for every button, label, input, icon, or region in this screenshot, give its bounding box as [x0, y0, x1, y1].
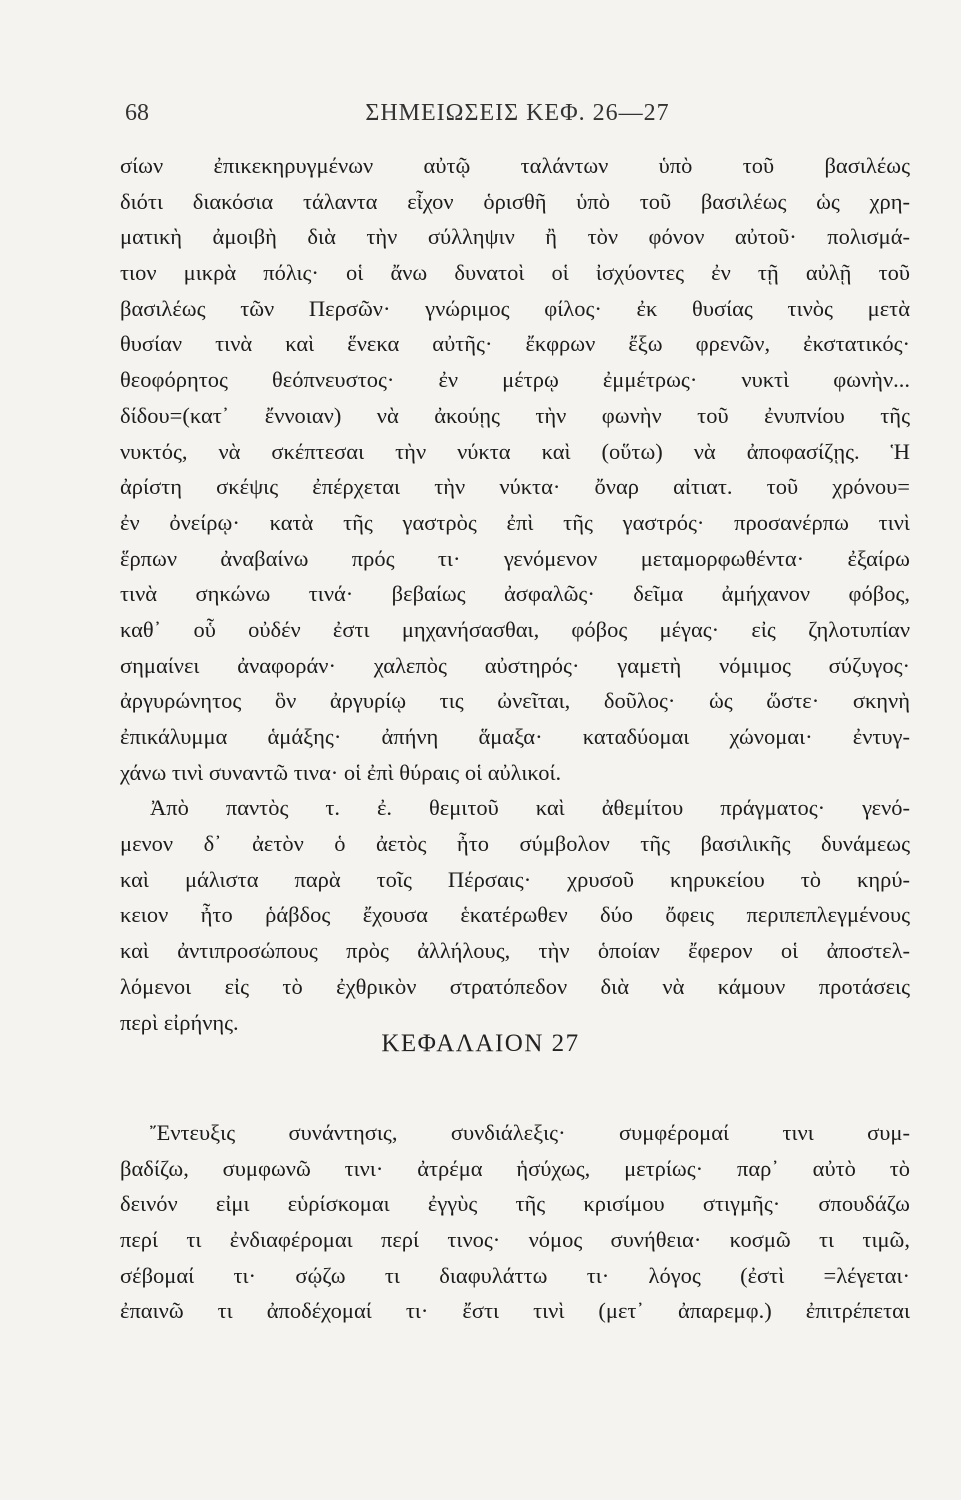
text-line: τινὰ σηκώνω τινά· βεβαίως ἀσφαλῶς· δεῖμα ἀμήχανον φόβος, — [120, 581, 910, 607]
text-line: ἀρίστη σκέψις ἐπέρχεται τὴν νύκτα· ὄναρ αἰτιατ. τοῦ χρόνου= — [120, 474, 910, 500]
text-line: Ἔντευξις συνάντησις, συνδιάλεξις· συμφέρομαί τινι συμ- — [150, 1120, 910, 1145]
text-line: ἐπαινῶ τι ἀποδέχομαί τι· ἔστι τινὶ (μετ᾿ ἀπαρεμφ.) ἐπιτρέπεται — [120, 1298, 910, 1324]
page-number: 68 — [125, 100, 149, 126]
text-line: καθ᾿ οὗ οὐδέν ἐστι μηχανήσασθαι, φόβος μέγας· εἰς ζηλοτυπίαν — [120, 616, 910, 642]
notes-chapter-27 — [120, 1115, 910, 1329]
text-line: βασιλέως τῶν Περσῶν· γνώριμος φίλος· ἐκ θυσίας τινὸς μετὰ — [120, 295, 910, 321]
running-head — [125, 100, 910, 140]
text-line: διότι διακόσια τάλαντα εἶχον ὁρισθῆ ὑπὸ τοῦ βασιλέως ὡς χρη- — [120, 188, 910, 214]
text-line: τιον μικρὰ πόλις· οἱ ἄνω δυνατοὶ οἱ ἰσχύοντες ἐν τῇ αὐλῇ τοῦ — [120, 260, 910, 286]
text-line: περὶ εἰρήνης. — [120, 1009, 239, 1035]
notes-chapter-26 — [120, 148, 910, 1040]
text-line: ἐπικάλυμμα ἁμάξης· ἀπήνη ἅμαξα· καταδύομαι χώνομαι· ἐντυγ- — [120, 724, 910, 749]
text-line: χάνω τινὶ συναντῶ τινα· οἱ ἐπὶ θύραις οἱ αὐλικοί. — [120, 759, 562, 785]
text-line: βαδίζω, συμφωνῶ τινι· ἀτρέμα ἡσύχως, μετρίως· παρ᾿ αὐτὸ τὸ — [120, 1155, 910, 1181]
text-line: περί τι ἐνδιαφέρομαι περί τινος· νόμος συνήθεια· κοσμῶ τι τιμῶ, — [120, 1227, 910, 1253]
text-line: ἀργυρώνητος ὃν ἀργυρίῳ τις ὠνεῖται, δοῦλος· ὡς ὥστε· σκηνὴ — [120, 688, 910, 714]
header-title: ΣΗΜΕΙΩΣΕΙΣ ΚΕΦ. 26—27 — [365, 100, 670, 126]
text-line: νυκτός, νὰ σκέπτεσαι τὴν νύκτα καὶ (οὕτω) νὰ ἀποφασίζῃς. Ἡ — [120, 438, 910, 464]
text-line: σίων ἐπικεκηρυγμένων αὐτῷ ταλάντων ὑπὸ τοῦ βασιλέως — [120, 153, 910, 178]
text-line: μενον δ᾿ ἀετὸν ὁ ἀετὸς ἦτο σύμβολον τῆς βασιλικῆς δυνάμεως — [120, 831, 910, 857]
text-line: σημαίνει ἀναφοράν· χαλεπὸς αὐστηρός· γαμετὴ νόμιμος σύζυγος· — [120, 652, 910, 678]
chapter-heading: ΚΕΦΑΛΑΙΟΝ 27 — [381, 1030, 580, 1057]
text-line: δίδου=(κατ᾿ ἔννοιαν) νὰ ἀκούῃς τὴν φωνὴν τοῦ ἐνυπνίου τῆς — [120, 402, 910, 428]
text-line: ἕρπων ἀναβαίνω πρός τι· γενόμενον μεταμορφωθέντα· ἐξαίρω — [120, 545, 910, 571]
text-line: κειον ἦτο ῥάβδος ἔχουσα ἑκατέρωθεν δύο ὄφεις περιπεπλεγμένους — [120, 902, 910, 928]
text-line: δεινόν εἰμι εὑρίσκομαι ἐγγὺς τῆς κρισίμου στιγμῆς· σπουδάζω — [120, 1191, 910, 1217]
text-line: καὶ ἀντιπροσώπους πρὸς ἀλλήλους, τὴν ὁποίαν ἔφερον οἱ ἀποστελ- — [120, 938, 910, 964]
text-line: ἐν ὀνείρῳ· κατὰ τῆς γαστρὸς ἐπὶ τῆς γαστρός· προσανέρπω τινὶ — [120, 509, 910, 535]
text-line: ματικὴ ἀμοιβὴ διὰ τὴν σύλληψιν ἢ τὸν φόνον αὐτοῦ· πολισμά- — [120, 224, 910, 250]
text-line: λόμενοι εἰς τὸ ἐχθρικὸν στρατόπεδον διὰ νὰ κάμουν προτάσεις — [120, 973, 910, 999]
text-line: θεοφόρητος θεόπνευστος· ἐν μέτρῳ ἐμμέτρως· νυκτὶ φωνὴν... — [120, 367, 910, 393]
text-line: σέβομαί τι· σῴζω τι διαφυλάττω τι· λόγος (ἐστὶ =λέγεται· — [120, 1262, 910, 1288]
text-line: Ἀπὸ παντὸς τ. ἐ. θεμιτοῦ καὶ ἀθεμίτου πράγματος· γενό- — [150, 795, 910, 821]
text-line: θυσίαν τινὰ καὶ ἕνεκα αὐτῆς· ἔκφρων ἔξω φρενῶν, ἐκστατικός· — [120, 331, 910, 357]
text-line: καὶ μάλιστα παρὰ τοῖς Πέρσαις· χρυσοῦ κηρυκείου τὸ κηρύ- — [120, 866, 910, 892]
